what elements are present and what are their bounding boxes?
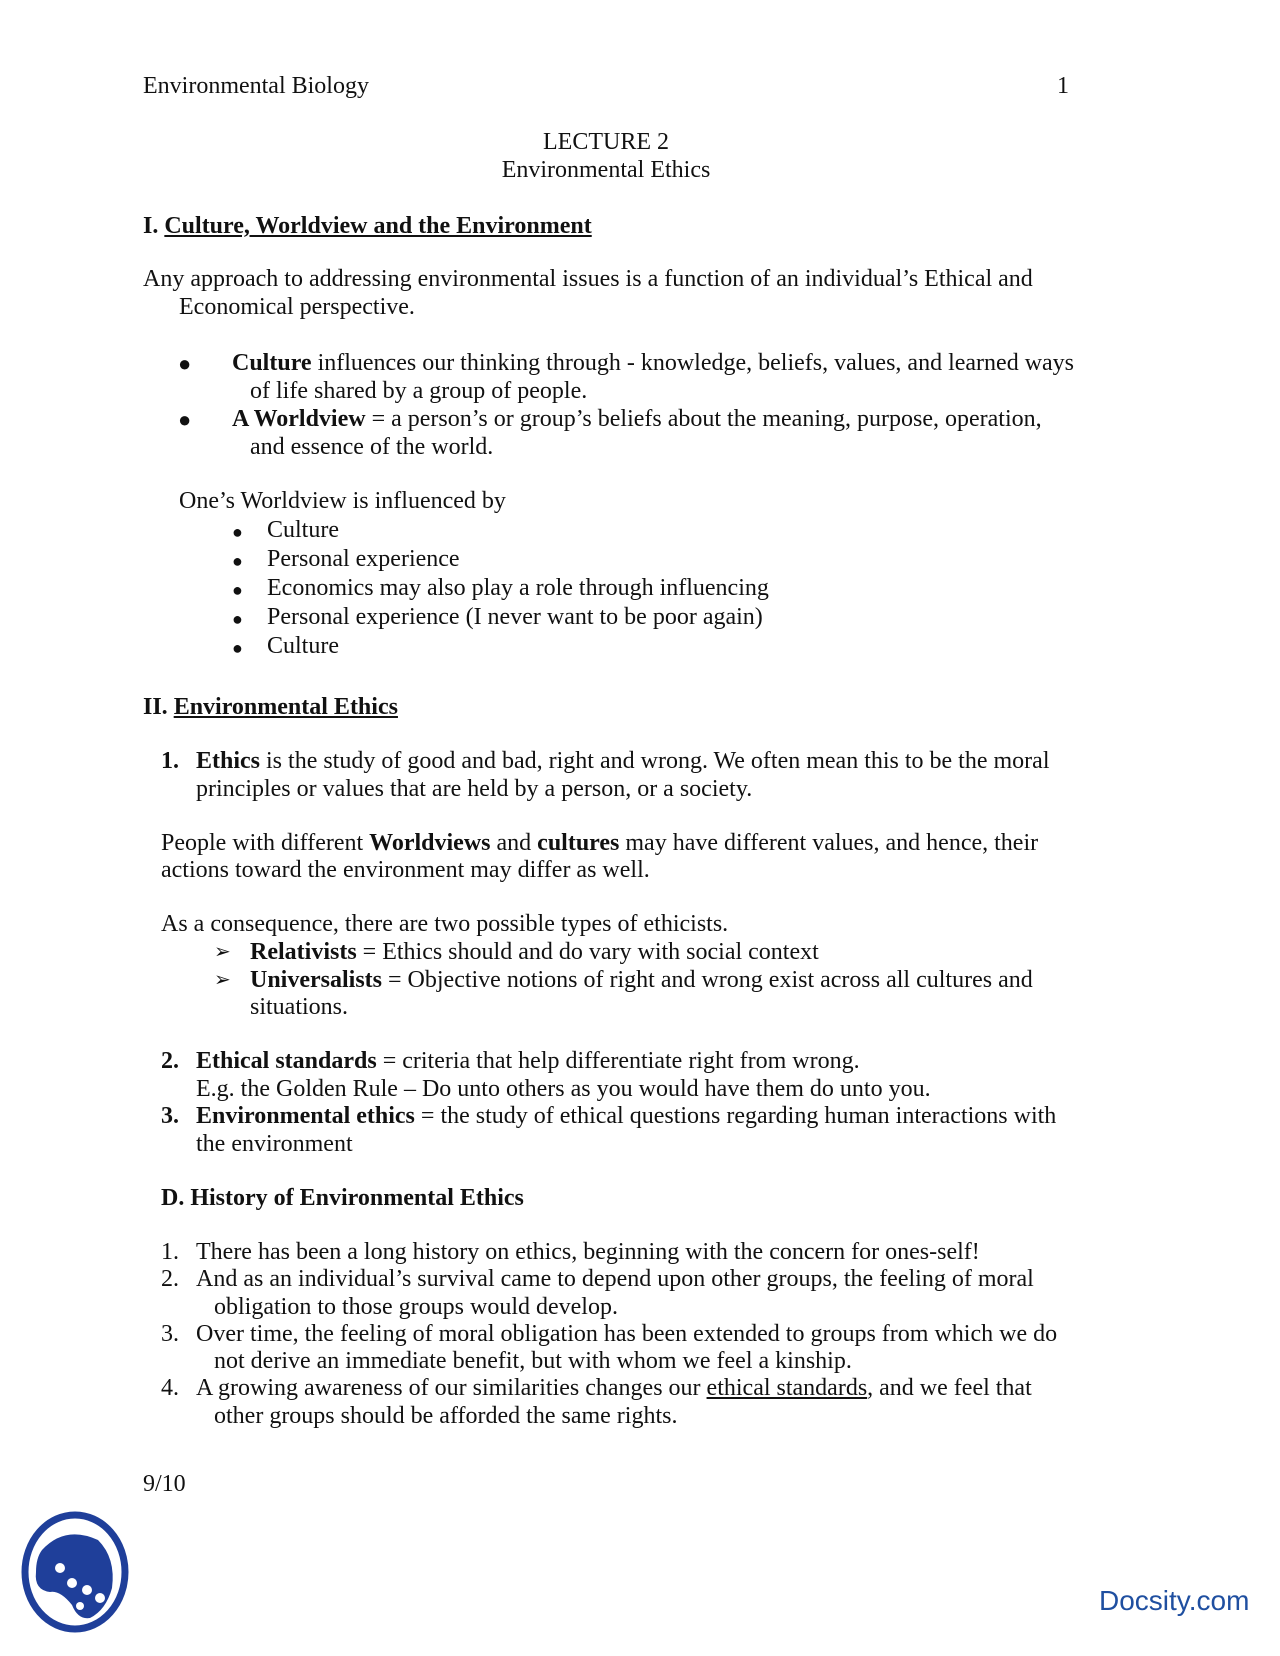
ethics-def-cont: principles or values that are held by a person, or a society. xyxy=(196,776,753,802)
ethical-standards-term: Ethical standards xyxy=(196,1048,377,1074)
bullet-icon: ● xyxy=(178,407,192,432)
arrow-bullet-icon: ➢ xyxy=(214,969,231,991)
item-number-text: 3. xyxy=(161,1103,179,1129)
lecture-number: LECTURE 2 xyxy=(543,129,669,155)
influence-item: Culture xyxy=(267,517,339,543)
running-header: Environmental Biology xyxy=(143,73,369,99)
arrow-bullet-icon: ➢ xyxy=(214,941,231,963)
worldview-def-cont: and essence of the world. xyxy=(250,434,494,460)
item-number: 1. xyxy=(161,748,179,774)
list-item-number: 4. xyxy=(161,1375,179,1401)
section-1-heading xyxy=(143,212,592,240)
bullet-icon: ● xyxy=(178,351,192,376)
universalists-definition xyxy=(250,966,1033,994)
intro-line-1: Any approach to addressing environmental issues is a function of an individual’s Ethical and xyxy=(143,266,1033,292)
list-item xyxy=(196,1374,1032,1402)
worldviews-term: Worldviews xyxy=(369,830,491,856)
influence-item: Culture xyxy=(267,633,339,659)
bullet-icon: ● xyxy=(232,580,243,600)
people-text: People with different xyxy=(161,830,370,856)
culture-def-cont: of life shared by a group of people. xyxy=(250,378,588,404)
environmental-ethics-def-text: = the study of ethical questions regarding human interactions with xyxy=(414,1103,1057,1129)
list-item: Over time, the feeling of moral obligation has been extended to groups from which we do xyxy=(196,1321,1058,1347)
worldview-definition xyxy=(232,405,1042,433)
people-paragraph xyxy=(161,829,1038,857)
list-item-text: A growing awareness of our similarities changes our xyxy=(196,1375,707,1401)
ethics-def-text: is the study of good and bad, right and wrong. We often mean this to be the moral xyxy=(260,748,1050,774)
section-2-title: Environmental Ethics xyxy=(173,694,398,720)
page-number: 1 xyxy=(1057,73,1069,99)
list-item-cont: other groups should be afforded the same rights. xyxy=(214,1403,678,1429)
section-1-title: Culture, Worldview and the Environment xyxy=(164,213,592,239)
worldview-def-text: = a person’s or group’s beliefs about the meaning, purpose, operation, xyxy=(365,406,1042,432)
ethics-definition xyxy=(196,747,1049,775)
relativists-def-text: = Ethics should and do vary with social context xyxy=(356,939,819,965)
environmental-ethics-term: Environmental ethics xyxy=(196,1103,415,1129)
influenced-intro: One’s Worldview is influenced by xyxy=(179,488,506,514)
ethical-standards-def-text: = criteria that help differentiate right from wrong. xyxy=(376,1048,860,1074)
bullet-icon: ● xyxy=(232,522,243,542)
section-1-numeral: I. xyxy=(143,213,159,239)
item-number-text: 2. xyxy=(161,1048,179,1074)
list-item-number: 3. xyxy=(161,1321,179,1347)
environmental-ethics-definition xyxy=(196,1102,1056,1130)
universalists-def-cont: situations. xyxy=(250,994,349,1020)
docsity-logo-icon[interactable] xyxy=(20,1510,130,1635)
influence-item: Economics may also play a role through influencing xyxy=(267,575,769,601)
item-number xyxy=(161,1102,179,1130)
relativists-term: Relativists xyxy=(250,939,357,965)
influence-item: Personal experience (I never want to be poor again) xyxy=(267,604,763,630)
bullet-icon: ● xyxy=(232,638,243,658)
ethics-item xyxy=(161,747,179,775)
lecture-title: Environmental Ethics xyxy=(501,157,711,183)
list-item-text: , and we feel that xyxy=(867,1375,1032,1401)
section-2-heading xyxy=(143,693,398,721)
culture-term: Culture xyxy=(232,350,312,376)
culture-definition xyxy=(232,349,1074,377)
list-item-cont: obligation to those groups would develop. xyxy=(214,1294,618,1320)
section-d-heading xyxy=(161,1184,524,1212)
culture-def-text: influences our thinking through - knowledge, beliefs, values, and learned ways xyxy=(311,350,1075,376)
list-item: There has been a long history on ethics, beginning with the concern for ones-self! xyxy=(196,1239,980,1265)
cultures-term: cultures xyxy=(537,830,620,856)
people-paragraph-cont: actions toward the environment may differ as well. xyxy=(161,857,650,883)
page-count: 9/10 xyxy=(143,1471,186,1497)
worldview-term: A Worldview xyxy=(232,406,366,432)
ethical-standards-link-text: ethical standards xyxy=(706,1375,868,1401)
environmental-ethics-def-cont: the environment xyxy=(196,1131,353,1157)
section-2-numeral: II. xyxy=(143,694,168,720)
golden-rule-example: E.g. the Golden Rule – Do unto others as you would have them do unto you. xyxy=(196,1076,931,1102)
list-item-number: 1. xyxy=(161,1239,179,1265)
docsity-brand-link[interactable]: Docsity.com xyxy=(1099,1585,1250,1616)
intro-line-2: Economical perspective. xyxy=(179,294,415,320)
list-item: And as an individual’s survival came to depend upon other groups, the feeling of moral xyxy=(196,1266,1034,1292)
influence-item: Personal experience xyxy=(267,546,460,572)
list-item-number: 2. xyxy=(161,1266,179,1292)
people-text: may have different values, and hence, their xyxy=(619,830,1039,856)
item-number xyxy=(161,1047,179,1075)
people-text: and xyxy=(490,830,538,856)
bullet-icon: ● xyxy=(232,551,243,571)
relativists-definition xyxy=(250,938,819,966)
universalists-def-text: = Objective notions of right and wrong exist across all cultures and xyxy=(382,967,1033,993)
consequence-text: As a consequence, there are two possible types of ethicists. xyxy=(161,911,729,937)
universalists-term: Universalists xyxy=(250,967,382,993)
section-d-title: D. History of Environmental Ethics xyxy=(161,1185,524,1211)
ethical-standards-definition xyxy=(196,1047,860,1075)
ethics-term: Ethics xyxy=(196,748,261,774)
bullet-icon: ● xyxy=(232,609,243,629)
list-item-cont: not derive an immediate benefit, but with whom we feel a kinship. xyxy=(214,1348,852,1374)
